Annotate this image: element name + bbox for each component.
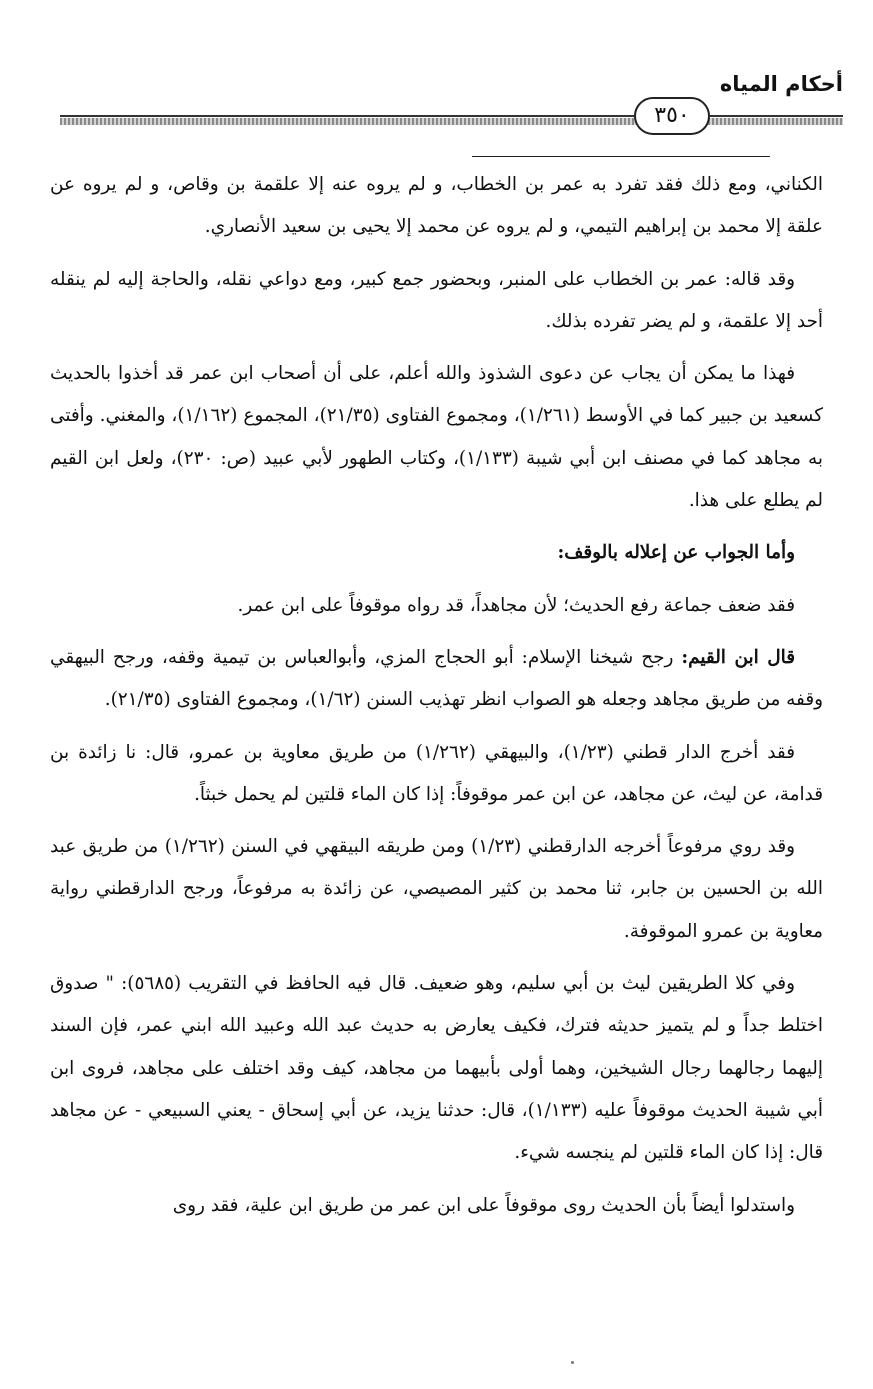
paragraph-5 (50, 637, 823, 722)
paragraph-5-lead: قال ابن القيم: (681, 646, 795, 668)
header-rule (60, 115, 843, 117)
paragraph-2: وقد قاله: عمر بن الخطاب على المنبر، وبحضور جمع كبير، ومع دواعي نقله، والحاجة إليه لم ينقله أحد إلا علقمة، و لم يضر تفرده بذلك. (50, 268, 823, 332)
page-number: ٣٥٠ (634, 97, 710, 135)
paragraph-4: فقد ضعف جماعة رفع الحديث؛ لأن مجاهداً، قد رواه موقوفاً على ابن عمر. (237, 594, 795, 616)
paragraph-9: واستدلوا أيضاً بأن الحديث روى موقوفاً على ابن عمر من طريق ابن علية، فقد روى (172, 1194, 795, 1216)
body-text (50, 164, 823, 1237)
paragraph-7: وقد روي مرفوعاً أخرجه الدارقطني (١/٢٣) ومن طريقه البيقهي في السنن (١/٢٦٢) من طريق عبد الله بن الحسين بن جابر، ثنا محمد بن كثير المصيصي، عن زائدة به مرفوعاً، ورجح الدارقطني رواية معاوية بن عمرو الموقوفة. (50, 836, 823, 942)
paragraph-5-text: رجح شيخنا الإسلام: أبو الحجاج المزي، وأبوالعباس بن تيمية وقفه، ورجح البيهقي وقفه من طريق مجاهد وجعله هو الصواب انظر تهذيب السنن (١/٦٢)، ومجموع الفتاوى (٢١/٣٥). (50, 646, 823, 711)
paragraph-3: فهذا ما يمكن أن يجاب عن دعوى الشذوذ والله أعلم، على أن أصحاب ابن عمر قد أخذوا بالحديث كسعيد بن جبير كما في الأوسط (١/٢٦١)، ومجموع الفتاوى (٢١/٣٥)، المجموع (١/١٦٢)، والمغني. وأفتى به مجاهد كما في مصنف ابن أبي شيبة (١/١٣٣)، وكتاب الطهور لأبي عبيد (ص: ٢٣٠)، ولعل ابن القيم لم يطلع على هذا. (50, 363, 824, 512)
paragraph-8: وفي كلا الطريقين ليث بن أبي سليم، وهو ضعيف. قال فيه الحافظ في التقريب (٥٦٨٥): " صدوق اختلط جداً و لم يتميز حديثه فترك، فكيف يعارض به حديث عبد الله وعبيد الله ابني عمر، فإن السند إليهما رجالهما رجال الشيخين، وهما أولى بأبيهما من مجاهد، كيف وقد اختلف على مجاهد، فروى ابن أبي شيبة الحديث موقوفاً عليه (١/١٣٣)، قال: حدثنا يزيد، عن أبي إسحاق - يعني السبيعي - عن مجاهد قال: إذا كان الماء قلتين لم ينجسه شيء. (50, 973, 823, 1164)
paragraph-1: الكناني، ومع ذلك فقد تفرد به عمر بن الخطاب، و لم يروه عنه إلا علقمة بن وقاص، و لم يروه عن علقة إلا محمد بن إبراهيم التيمي، و لم يروه عن محمد إلا يحيى بن سعيد الأنصاري. (50, 174, 823, 238)
footnote-separator (472, 156, 770, 157)
paragraph-6: فقد أخرج الدار قطني (١/٢٣)، والبيهقي (١/٢٦٢) من طريق معاوية بن عمرو، قال: نا زائدة بن قدامة، عن ليث، عن مجاهد، عن ابن عمر موقوفاً: إذا كان الماء قلتين لم يحمل خبثاً. (50, 741, 823, 805)
book-title: أحكام المياه (719, 72, 843, 96)
section-heading: وأما الجواب عن إعلاله بالوقف: (557, 542, 795, 564)
scan-speck (571, 1361, 574, 1364)
header-ornament-rule (60, 118, 843, 125)
